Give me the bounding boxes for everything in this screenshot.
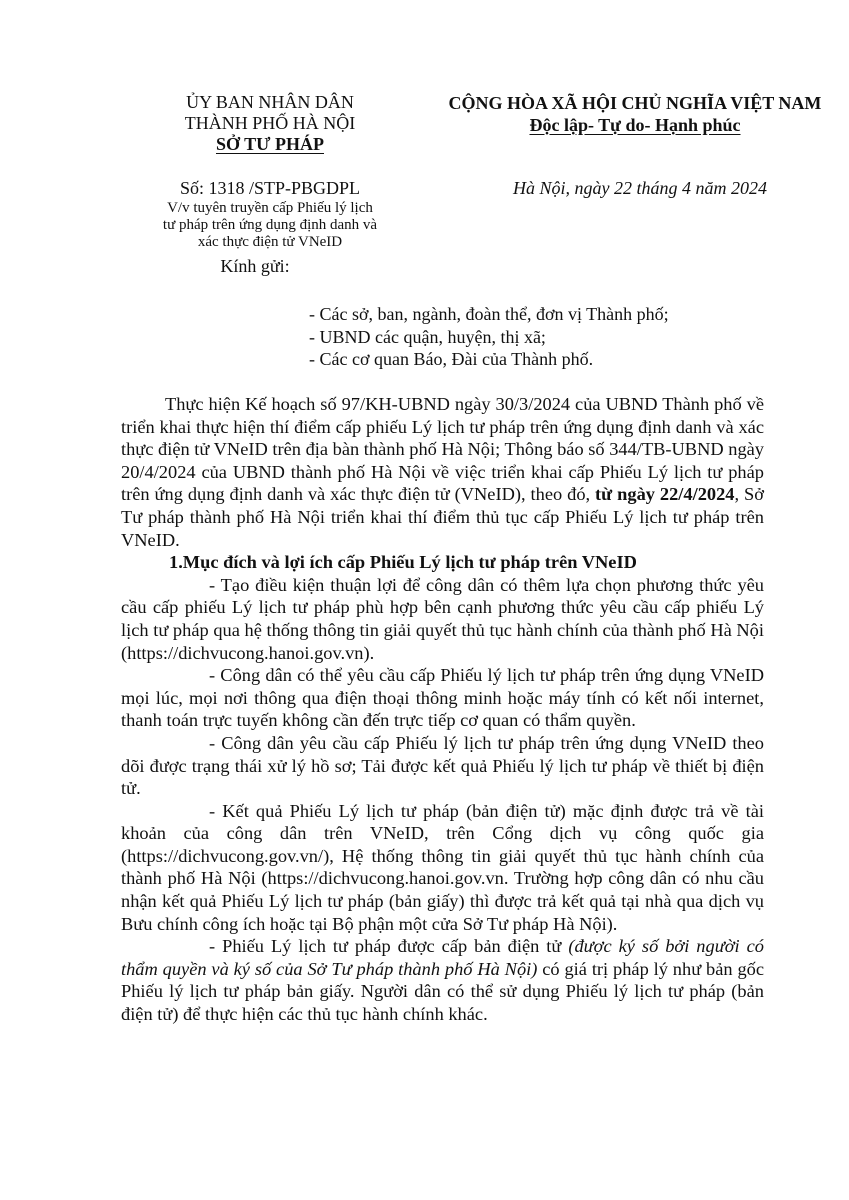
issuer-header [140,92,400,155]
intro-text-end: , Sở Tư pháp thành phố Hà Nội triển khai thí điểm thủ tục cấp Phiếu Lý lịch tư pháp trên VNeID. [121,484,764,550]
intro-text: Thực hiện Kế hoạch số 97/KH-UBND ngày 30/3/2024 của UBND Thành phố về triển khai thực hiện thí điểm cấp phiếu Lý lịch tư pháp trên ứng dụng định danh và xác thực điện tử VNeID trên địa bàn thành phố Hà Nội; Thông báo số 344/TB-UBND ngày 20/4/2024 của UBND thành phố Hà Nội về việc triển khai cấp Phiếu Lý lịch tư pháp trên ứng dụng định danh và xác thực điện tử (VNeID), theo đó, [121,394,764,505]
section-1-bullet: - Công dân yêu cầu cấp Phiếu lý lịch tư pháp trên ứng dụng VNeID theo dõi được trạng thái xử lý hồ sơ; Tải được kết quả Phiếu lý lịch tư pháp về thiết bị điện tử. [121,732,764,799]
document-number: Số: 1318 /STP-PBGDPL [179,178,361,198]
document-date: Hà Nội, ngày 22 tháng 4 năm 2024 [513,178,767,198]
section-1-bullet: - Kết quả Phiếu Lý lịch tư pháp (bản điện tử) mặc định được trả về tài khoản của công dân trên VNeID, trên Cổng dịch vụ công quốc gia (https://dichvucong.gov.vn/), Hệ thống thông tin giải quyết thủ tục hành chính của thành phố Hà Nội (https://dichvucong.hanoi.gov.vn. Trường hợp công dân có nhu cầu nhận kết quả Phiếu Lý lịch tư pháp (bản giấy) thì được trả kết quả tại nhà qua dịch vụ Bưu chính công ích hoặc tại Bộ phận một cửa Sở Tư pháp Hà Nội). [121,800,764,934]
issuer-line-1: ỦY BAN NHÂN DÂN [186,92,354,112]
section-1-bullet: - Tạo điều kiện thuận lợi để công dân có thêm lựa chọn phương thức yêu cầu cấp phiếu Lý lịch tư pháp phù hợp bên cạnh phương thức yêu cầu cấp phiếu Lý lịch tư pháp qua hệ thống thông tin giải quyết thủ tục hành chính của thành phố Hà Nội (https://dichvucong.hanoi.gov.vn). [121,574,764,663]
document-subject [120,200,420,251]
recipient-item: - UBND các quận, huyện, thị xã; [309,326,546,347]
recipient-item: - Các cơ quan Báo, Đài của Thành phố. [309,349,594,369]
section-1-heading: 1.Mục đích và lợi ích cấp Phiếu Lý lịch tư pháp trên VNeID [169,552,637,573]
national-header [420,92,849,136]
recipient-item: - Các sở, ban, ngành, đoàn thể, đơn vị Thành phố; [309,304,669,324]
section-1-bullet: - Công dân có thể yêu cầu cấp Phiếu lý lịch tư pháp trên ứng dụng VNeID mọi lúc, mọi nơi thông qua điện thoại thông minh hoặc máy tính có kết nối internet, thanh toán trực tuyến không cần đến trực tiếp cơ quan có thẩm quyền. [121,665,764,731]
national-motto: Độc lập- Tự do- Hạnh phúc [529,115,741,135]
salutation: Kính gửi: [220,256,290,276]
intro-paragraph [121,393,764,551]
issuer-line-2: THÀNH PHỐ HÀ NỘI [184,113,356,133]
subject-line-2: tư pháp trên ứng dụng định danh và [162,217,378,233]
subject-line-3: xác thực điện tử VNeID [197,234,343,250]
document-body [121,393,764,1026]
bullet-italic-note: (được ký số bởi người có thẩm quyền và ký số của Sở Tư pháp thành phố Hà Nội) [121,936,764,979]
national-title: CỘNG HÒA XÃ HỘI CHỦ NGHĨA VIỆT NAM [448,93,822,113]
recipients-list [309,303,669,371]
subject-line-1: V/v tuyên truyền cấp Phiếu lý lịch [167,200,373,216]
bullet-text: - Phiếu Lý lịch tư pháp được cấp bản điện tử [209,936,569,957]
intro-effective-date: từ ngày 22/4/2024 [595,484,735,505]
section-1-bullet [121,935,764,1025]
issuer-department: SỞ TƯ PHÁP [215,134,324,154]
bullet-text-end: có giá trị pháp lý như bản gốc Phiếu lý lịch tư pháp bản giấy. Người dân có thể sử dụng Phiếu lý lịch tư pháp (bản điện tử) để thực hiện các thủ tục hành chính khác. [121,958,765,1025]
